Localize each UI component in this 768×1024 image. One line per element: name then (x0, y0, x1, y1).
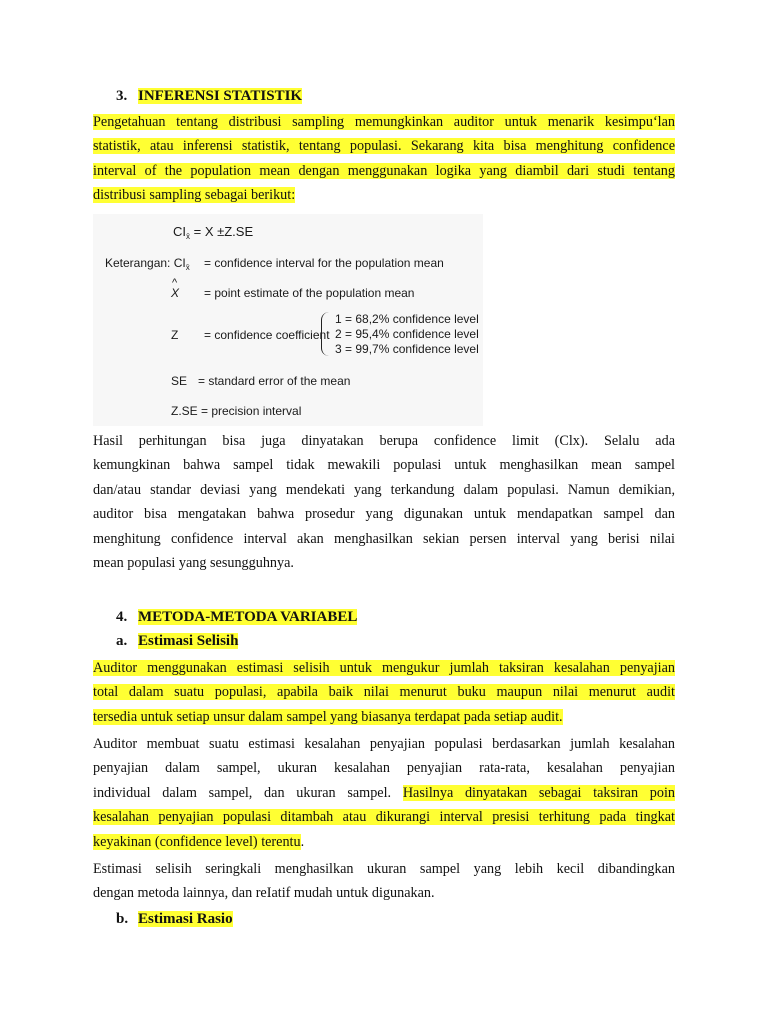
paragraph-line: Estimasi selisih seringkali menghasilkan ukuran sampel yang lebih kecil dibandingkan (93, 861, 675, 877)
section-4-heading (116, 607, 357, 627)
se-symbol: SE (171, 374, 188, 388)
paragraph-line: dan/atau standar deviasi yang mendekati yang terkandung dalam populasi. Namun demikian, (93, 481, 675, 498)
ci-subscript: x̄ (185, 263, 190, 272)
paragraph-line: Auditor membuat suatu estimasi kesalahan penyajian populasi berdasarkan jumlah kesalahan (93, 736, 675, 752)
paragraph-line-plain: . (300, 833, 305, 850)
brace-icon (321, 312, 332, 356)
paragraph-line: dengan metoda lainnya, dan reIatif mudah untuk digunakan. (93, 885, 435, 902)
paragraph-line: Pengetahuan tentang distribusi sampling memungkinkan auditor untuk menarik kesimpu‘lan (93, 114, 675, 130)
x-definition: = point estimate of the population mean (204, 286, 415, 300)
level-2: 2 = 95,4% confidence level (335, 327, 479, 341)
subsection-title: Estimasi Selisih (138, 633, 239, 649)
keterangan-text: Keterangan: CI (105, 256, 186, 270)
paragraph-line: kemungkinan bahwa sampel tidak mewakili populasi untuk menghasilkan mean sampel (93, 457, 675, 474)
subsection-letter: a. (116, 633, 128, 649)
paragraph-line-highlight: Hasilnya dinyatakan sebagai taksiran poin (402, 784, 676, 801)
paragraph-line-highlight: kesalahan penyajian populasi ditambah atau dikurangi interval presisi terhitung pada tingkat (93, 809, 675, 826)
ci-subscript: x̄ (186, 232, 190, 241)
x-hat-symbol (171, 286, 179, 300)
paragraph-line: mean populasi yang sesungguhnya. (93, 555, 294, 572)
paragraph-line: Auditor menggunakan estimasi selisih untuk mengukur jumlah taksiran kesalahan penyajian (93, 660, 675, 676)
paragraph-line: interval of the population mean dengan menggunakan logika yang diambil dari studi tentang (93, 162, 675, 179)
z-definition: = confidence coefficient (204, 328, 330, 342)
paragraph-line: auditor bisa mengatakan bahwa prosedur yang digunakan untuk mendapatkan sampel dan (93, 506, 675, 523)
subsection-a-heading (116, 631, 238, 651)
level-3: 3 = 99,7% confidence level (335, 342, 479, 356)
paragraph-line: distribusi sampling sebagai berikut: (93, 187, 296, 204)
paragraph-line-rest: Sekarang kita bisa menghitung confidence (401, 138, 675, 155)
ci-symbol: CI (173, 224, 186, 239)
estimasi-selisih-paragraph-1 (93, 656, 675, 729)
estimasi-selisih-paragraph-2 (93, 732, 675, 854)
level-1: 1 = 68,2% confidence level (335, 312, 479, 326)
section-title: INFERENSI STATISTIK (138, 88, 303, 104)
subsection-b-heading (116, 909, 233, 929)
se-definition: = standard error of the mean (198, 374, 351, 388)
paragraph-line-highlight: statistik, atau inferensi statistik, tentang populasi. (93, 138, 402, 155)
z-symbol: Z (171, 328, 179, 342)
paragraph-line: menghitung confidence interval akan menghasilkan sekian persen interval yang berisi nilai (93, 530, 675, 547)
zse-symbol: Z.SE (171, 404, 198, 418)
paragraph-line: tersedia untuk setiap unsur dalam sampel yang biasanya terdapat pada setiap audit. (93, 708, 563, 725)
ci-definition: = confidence interval for the population mean (204, 256, 444, 270)
formula-figure (93, 214, 483, 426)
zse-definition: = precision interval (201, 404, 302, 418)
explanation-paragraph (93, 429, 675, 575)
x-symbol: ^ X (171, 286, 179, 300)
section-number: 3. (116, 88, 128, 104)
paragraph-line: total dalam suatu populasi, apabila baik nilai menurut buku maupun nilai menurut audit (93, 684, 675, 701)
paragraph-line-highlight: keyakinan (confidence level) terentu (93, 833, 301, 850)
paragraph-line-plain: individual dalam sampel, dan ukuran sampel. (93, 784, 403, 801)
subsection-title: Estimasi Rasio (138, 911, 233, 927)
subsection-letter: b. (116, 911, 129, 927)
section-title: METODA-METODA VARIABEL (138, 609, 358, 625)
intro-paragraph (93, 110, 675, 208)
estimasi-selisih-paragraph-3 (93, 857, 675, 906)
section-3-heading (116, 86, 302, 106)
formula-main (173, 224, 253, 241)
section-number: 4. (116, 609, 128, 625)
paragraph-line: penyajian dalam sampel, ukuran kesalahan penyajian rata-rata, kesalahan penyajian (93, 760, 675, 777)
keterangan-label (105, 256, 190, 272)
paragraph-line: Hasil perhitungan bisa juga dinyatakan berupa confidence limit (Clx). Selalu ada (93, 433, 675, 449)
formula-expression: = X ±Z.SE (190, 224, 254, 239)
